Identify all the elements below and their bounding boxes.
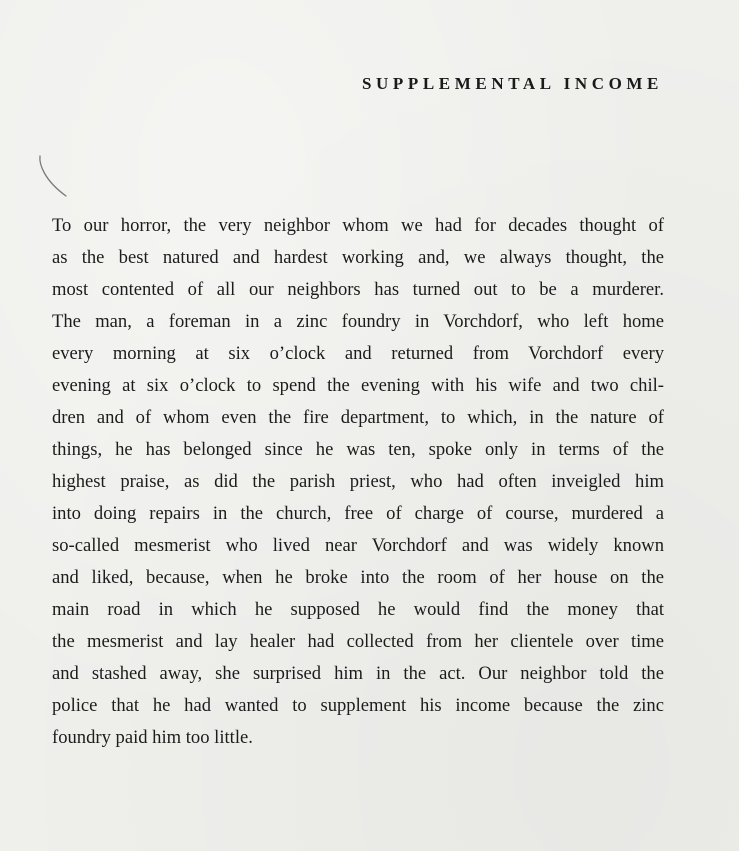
text-line: so-called mesmerist who lived near Vorchdorf and was widely known	[52, 535, 664, 556]
text-line: The man, a foreman in a zinc foundry in Vorchdorf, who left home	[52, 311, 664, 332]
text-line: foundry paid him too little.	[52, 727, 253, 748]
chapter-title: SUPPLEMENTAL INCOME	[361, 74, 663, 93]
text-line: highest praise, as did the parish priest, who had often inveigled him	[52, 471, 664, 492]
text-line: dren and of whom even the fire department, to which, in the nature of	[52, 407, 664, 428]
text-line: as the best natured and hardest working and, we always thought, the	[52, 247, 664, 268]
text-line: police that he had wanted to supplement his income because the zinc	[52, 695, 664, 716]
text-line: and stashed away, she surprised him in the act. Our neighbor told the	[52, 663, 664, 684]
text-line: most contented of all our neighbors has turned out to be a murderer.	[52, 279, 664, 300]
text-line: and liked, because, when he broke into the room of her house on the	[52, 567, 664, 588]
text-line: To our horror, the very neighbor whom we had for decades thought of	[52, 215, 664, 236]
text-line: things, he has belonged since he was ten, spoke only in terms of the	[52, 439, 664, 460]
text-line: into doing repairs in the church, free of charge of course, murdered a	[52, 503, 664, 524]
text-line: every morning at six o’clock and returned from Vorchdorf every	[52, 343, 664, 364]
text-line: the mesmerist and lay healer had collected from her clientele over time	[52, 631, 664, 652]
text-line: evening at six o’clock to spend the evening with his wife and two chil-	[52, 375, 664, 396]
story-text	[52, 210, 664, 754]
pencil-tick-mark	[36, 154, 72, 198]
text-line: main road in which he supposed he would find the money that	[52, 599, 664, 620]
